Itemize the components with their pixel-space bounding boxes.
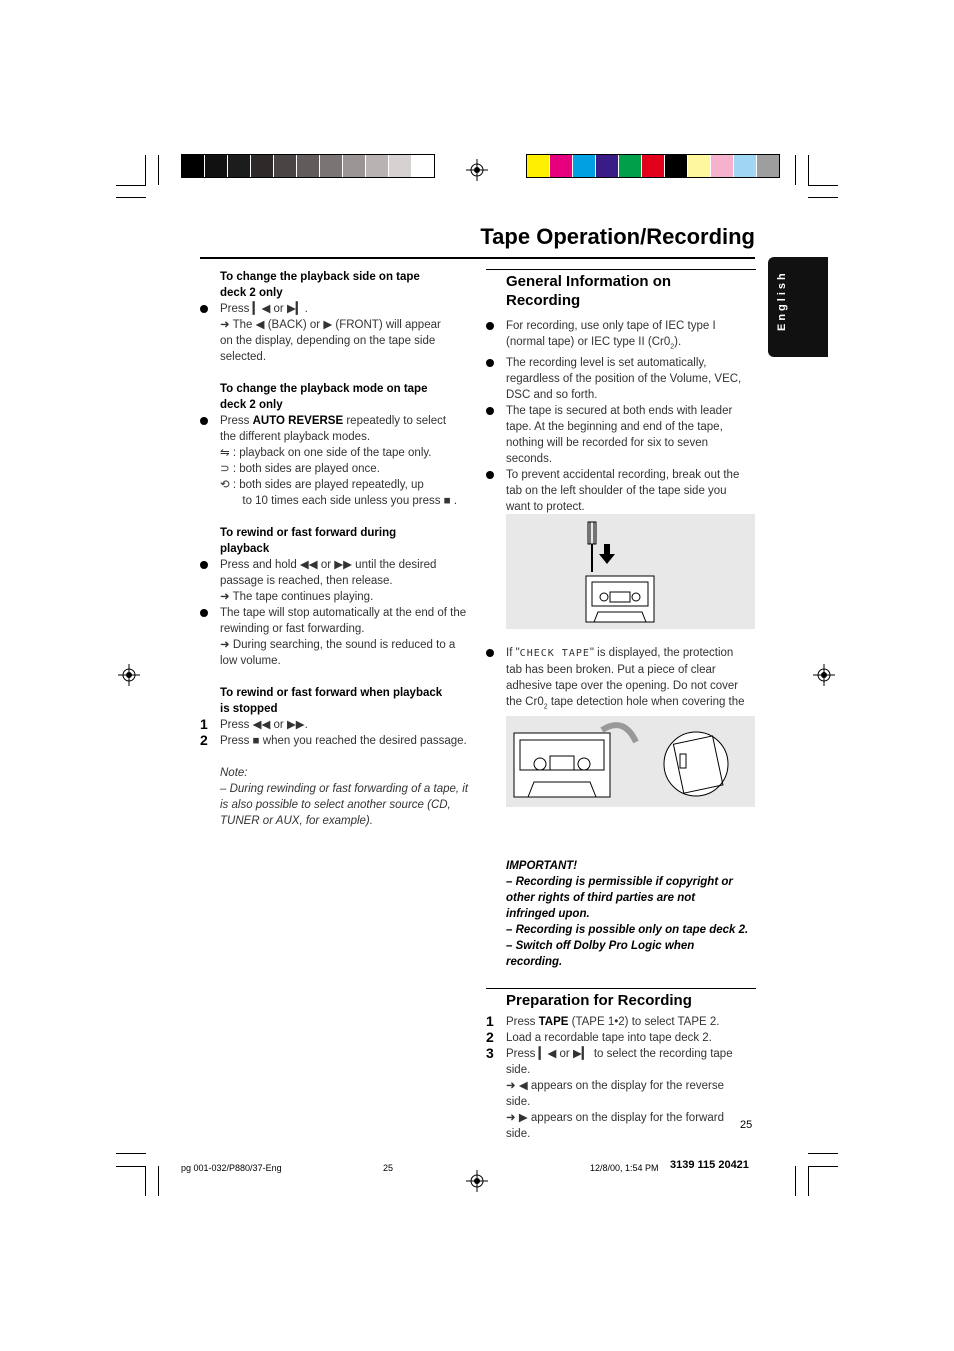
registration-mark-icon: [118, 664, 140, 686]
crop-mark: [145, 155, 146, 185]
page-number: 25: [740, 1119, 753, 1131]
step-item: 2 Press ■ when you reached the desired passage.: [200, 732, 467, 748]
crop-mark: [808, 1166, 809, 1196]
crop-mark: [158, 1166, 159, 1196]
calibration-swatch: [412, 155, 434, 177]
figure-cover-tab: [506, 716, 755, 807]
crop-mark: [808, 197, 838, 198]
section-title: General Information on Recording: [486, 269, 756, 310]
result-text: ➜ During searching, the sound is reduced to a low volume.: [220, 639, 456, 667]
calibration-swatch: [619, 155, 642, 177]
mode-list: ⇋ : playback on one side of the tape only. ⊃ : both sides are played once. ⟲ : both sides are played repeatedly, up to 10 times each side unless you press ■ .: [220, 447, 458, 507]
calibration-swatch: [182, 155, 205, 177]
list-item: The tape will stop automatically at the end of the rewinding or fast forwarding.: [200, 605, 470, 637]
list-item: Press and hold ◀◀ or ▶▶ until the desired passage is reached, then release.: [200, 557, 470, 589]
step-item: 1 Press TAPE (TAPE 1•2) to select TAPE 2.: [486, 1012, 720, 1029]
crop-mark: [116, 197, 146, 198]
section-heading: To change the playback mode on tape deck 2 only: [220, 383, 428, 411]
calibration-swatch: [596, 155, 619, 177]
calibration-swatch: [642, 155, 665, 177]
front-arrow-icon: ▶: [518, 1111, 528, 1124]
calibration-swatch: [665, 155, 688, 177]
calibration-swatch: [573, 155, 596, 177]
list-item: Press AUTO REVERSE repeatedly to select the different playback modes.: [200, 413, 470, 445]
down-arrow-icon: [599, 544, 615, 564]
title-rule: [200, 257, 755, 259]
crop-mark: [158, 155, 159, 185]
important-text: – Recording is permissible if copyright or other rights of third parties are not infringed upon. – Recording is possible only on tape deck 2. – Switch off Dolby Pro Logic when recording.: [506, 875, 749, 968]
list-item: To prevent accidental recording, break out the tab on the left shoulder of the tape side you want to protect.: [486, 467, 756, 515]
fast-forward-icon: ▶▶: [334, 559, 352, 571]
calibration-swatch: [389, 155, 412, 177]
both-sides-once-icon: ⊃: [220, 463, 230, 475]
stop-icon: ■: [252, 735, 260, 747]
calibration-swatch: [251, 155, 274, 177]
note-text: – During rewinding or fast forwarding of a tape, it is also possible to select another source (CD, TUNER or AUX, for example).: [220, 783, 469, 827]
page-title: Tape Operation/Recording: [480, 224, 755, 249]
back-arrow-icon: ◀: [255, 319, 265, 331]
language-tab: [768, 257, 828, 357]
gray-calibration-bar: [181, 154, 435, 178]
step-item: 1 Press ◀◀ or ▶▶.: [200, 716, 308, 732]
note-heading: Note:: [220, 767, 248, 779]
list-item: If "CHECK TAPE" is displayed, the protection tab has been broken. Put a piece of clear adhesive tape over the opening. Do not cover the $Cr0_2$ tape detection hole when covering the: [486, 645, 756, 731]
registration-mark-icon: [466, 1170, 488, 1192]
next-icon: ▶▎: [286, 303, 305, 315]
crop-mark: [116, 1153, 146, 1154]
calibration-swatch: [527, 155, 550, 177]
previous-icon: ▎◀: [252, 303, 271, 315]
section-title: Preparation for Recording: [486, 988, 756, 1010]
magnified-tab-icon: [664, 732, 728, 796]
section-heading: To rewind or fast forward when playback is stopped: [220, 687, 443, 715]
calibration-swatch: [320, 155, 343, 177]
crop-mark: [808, 155, 809, 185]
calibration-swatch: [343, 155, 366, 177]
list-item: Press ▎◀ or ▶▎.: [200, 301, 470, 317]
calibration-swatch: [688, 155, 711, 177]
footer-file: pg 001-032/P880/37-Eng: [181, 1163, 282, 1173]
list-item: The tape is secured at both ends with leader tape. At the beginning and end of the tape, nothing will be recorded for six to seven seconds.: [486, 403, 756, 467]
language-tab-label: English: [776, 270, 788, 331]
section-heading: To change the playback side on tape deck 2 only: [220, 271, 420, 299]
result-text: ➜ The ◀ (BACK) or ▶ (FRONT) will appear on the display, depending on the tape side selected.: [220, 319, 441, 363]
rewind-icon: ◀◀: [299, 559, 318, 571]
important-heading: IMPORTANT!: [506, 859, 578, 872]
screwdriver-icon: [588, 522, 596, 572]
crop-mark: [808, 1153, 838, 1154]
crop-mark: [795, 155, 796, 185]
crop-mark: [808, 185, 838, 186]
fast-forward-icon: ▶▶: [286, 719, 305, 731]
calibration-swatch: [228, 155, 251, 177]
calibration-swatch: [711, 155, 734, 177]
part-number: 3139 115 20421: [670, 1159, 749, 1171]
repeat-mode-icon: ⟲: [220, 479, 230, 491]
calibration-swatch: [366, 155, 389, 177]
color-calibration-bar: [526, 154, 780, 178]
crop-mark: [795, 1166, 796, 1196]
registration-mark-icon: [466, 159, 488, 181]
calibration-swatch: [274, 155, 297, 177]
step-item: 3 Press ▎◀ or ▶▎ to select the recording tape side. ➜ ◀ appears on the display for the reverse side. ➜ ▶ appears on the display for the forward side.: [486, 1044, 733, 1140]
list-item: The recording level is set automatically, regardless of the position of the Volume, VEC, DSC and so forth.: [486, 355, 756, 403]
back-arrow-icon: ◀: [518, 1079, 528, 1092]
rewind-icon: ◀◀: [252, 719, 271, 731]
calibration-swatch: [205, 155, 228, 177]
left-column: [200, 269, 470, 829]
section-heading: To rewind or fast forward during playback: [220, 527, 397, 555]
previous-icon: ▎◀: [538, 1047, 557, 1060]
registration-mark-icon: [813, 664, 835, 686]
calibration-swatch: [550, 155, 573, 177]
crop-mark: [116, 1166, 146, 1167]
cassette-icon: [586, 576, 654, 622]
list-item: For recording, use only tape of IEC type I (normal tape) or IEC type II $(Cr0_2)$.: [486, 318, 756, 355]
result-text: ➜ The tape continues playing.: [220, 591, 374, 603]
figure-break-tab: [506, 514, 755, 629]
crop-mark: [116, 185, 146, 186]
footer-page: 25: [383, 1163, 394, 1173]
calibration-swatch: [297, 155, 320, 177]
cassette-icon: [514, 733, 610, 797]
one-side-mode-icon: ⇋: [220, 447, 230, 459]
crop-mark: [808, 1166, 838, 1167]
front-arrow-icon: ▶: [323, 319, 333, 331]
calibration-swatch: [757, 155, 779, 177]
step-item: 2 Load a recordable tape into tape deck 2.: [486, 1028, 712, 1045]
calibration-swatch: [734, 155, 757, 177]
footer-date: 12/8/00, 1:54 PM: [590, 1163, 659, 1173]
next-icon: ▶▎: [572, 1047, 591, 1060]
stop-icon: ■: [443, 495, 451, 507]
right-column: [486, 269, 756, 1142]
crop-mark: [145, 1166, 146, 1196]
